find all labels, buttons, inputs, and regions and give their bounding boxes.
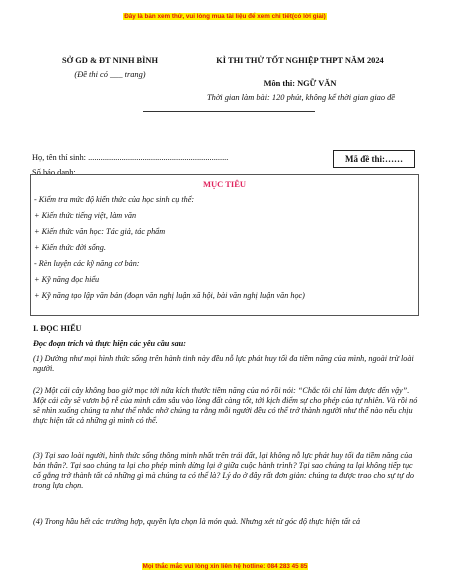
exam-subject: Môn thi: NGỮ VĂN bbox=[263, 79, 337, 88]
objectives-box bbox=[30, 174, 419, 316]
objective-item: + Kiến thức tiếng việt, làm văn bbox=[34, 211, 137, 220]
passage-paragraph-4: (4) Trong hầu hết các trường hợp, quyền lựa chọn là món quà. Nhưng xét từ góc độ thực hiện tất cả bbox=[33, 517, 361, 526]
hotline-banner: Mọi thắc mắc vui lòng xin liên hệ hotline: 084 283 45 85 bbox=[142, 563, 308, 570]
exam-code-box: Mã đề thi:…… bbox=[333, 150, 415, 168]
objective-item: + Kiến thức đời sống. bbox=[34, 243, 106, 252]
preview-notice-banner: Đây là bản xem thử, vui lòng mua tài liệu để xem chi tiết(có lời giải) bbox=[124, 13, 326, 20]
exam-time: Thời gian làm bài: 120 phút, không kể thời gian giao đề bbox=[206, 93, 396, 102]
objective-item: + Kỹ năng đọc hiểu bbox=[34, 275, 100, 284]
passage-paragraph-2: (2) Một cái cây không bao giờ mọc tới nửa kích thước tiềm năng của nó rồi nói: “Chắc tôi chỉ làm được đến vậy”. Một cái cây sẽ vươn bộ rễ của mình cắm sâu vào lòng đất càng tốt, tới kịch điểm sự cho phép của tự nhiên. Và rồi nó sẽ nhìn xuống chúng ta như thể nhắc nhở chúng ta rằng mỗi người đều có thể trở thành người như thế nào nếu chịu thực hiện tất cả những gì mình có thể. bbox=[33, 386, 418, 425]
exam-title: KÌ THI THỬ TỐT NGHIỆP THPT NĂM 2024 bbox=[216, 56, 384, 65]
page-count-note: (Đề thi có ___ trang) bbox=[74, 70, 146, 79]
objectives-title: MỤC TIÊU bbox=[202, 179, 247, 189]
objective-item: + Kiến thức văn học: Tác giả, tác phẩm bbox=[34, 227, 166, 236]
section-heading: I. ĐỌC HIỂU bbox=[33, 324, 82, 333]
passage-paragraph-3: (3) Tại sao loài người, hình thức sống thông minh nhất trên trái đất, lại không nỗ lực phát huy tối đa tiềm năng của bản thân?. Tại sao chúng ta lại cho phép mình dừng lại ở giữa cuộc hành trình? Tại sao chúng ta lại không tiếp tục cố gắng trở thành tất cả những gì mà chúng ta có thể là? Lý do ở đây rất đơn giản: chúng ta được trao cho sự tự do trong lựa chọn. bbox=[33, 451, 415, 490]
passage-paragraph-1: (1) Dường như mọi hình thức sống trên hành tinh này đều nỗ lực phát huy tối đa tiềm năng của mình, ngoài trừ loài người. bbox=[33, 354, 414, 373]
candidate-id-field: Số báo danh: .......................................................................... bbox=[32, 168, 233, 177]
objective-item: + Kỹ năng tạo lập văn bản (đoạn văn nghị luận xã hội, bài văn nghị luận văn học) bbox=[34, 291, 305, 300]
header-underline bbox=[143, 111, 315, 112]
candidate-name-field: Họ, tên thí sinh: ................................................................... bbox=[32, 153, 229, 162]
objective-item: - Kiểm tra mức độ kiến thức của học sinh cụ thể: bbox=[34, 195, 195, 204]
objective-item: - Rèn luyện các kỹ năng cơ bản: bbox=[34, 259, 140, 268]
department-name: SỞ GD & ĐT NINH BÌNH bbox=[62, 56, 158, 65]
section-instruction: Đọc đoạn trích và thực hiện các yêu cầu sau: bbox=[33, 339, 186, 348]
